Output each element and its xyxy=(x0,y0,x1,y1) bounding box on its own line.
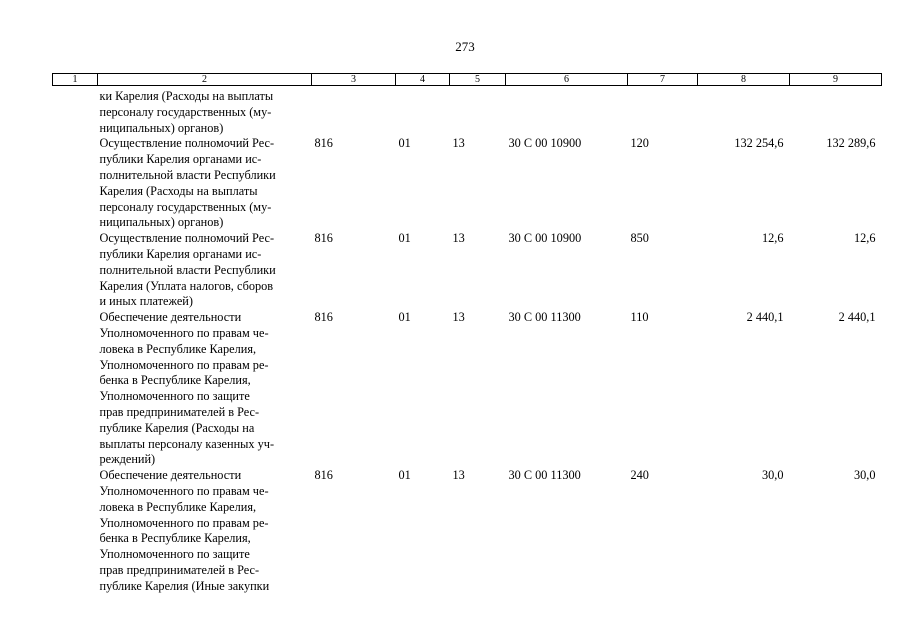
description-line: Обеспечение деятельности xyxy=(99,310,242,325)
description-line: Уполномоченного по правам ре- xyxy=(99,515,269,530)
description-line: Осуществление полномочий Рес- xyxy=(99,231,275,246)
description-line: публике Карелия (Иные закупки xyxy=(99,578,270,593)
cell-amount-year-1 xyxy=(698,86,790,137)
cell-subsection: 13 xyxy=(452,468,465,483)
cell-amount-year-2: 30,0 xyxy=(853,468,876,483)
cell-subsection xyxy=(450,86,506,137)
description-line: Карелия (Уплата налогов, сборов xyxy=(99,278,274,293)
description-line: публики Карелия органами ис- xyxy=(99,246,262,261)
cell-expense-type: 110 xyxy=(630,310,649,325)
column-header: 9 xyxy=(790,74,882,86)
cell-target-article: 30 С 00 11300 xyxy=(508,310,581,325)
cell-target-article: 30 С 00 10900 xyxy=(508,136,582,151)
cell-target-article: 30 С 00 11300 xyxy=(508,468,581,483)
description-line: ловека в Республике Карелия, xyxy=(99,341,257,356)
description-line: ловека в Республике Карелия, xyxy=(99,499,257,514)
cell-ministry-code: 816 xyxy=(314,310,333,325)
description-line: ниципальных) органов) xyxy=(99,215,224,230)
description-line: Уполномоченного по защите xyxy=(99,547,250,562)
description-line: и иных платежей) xyxy=(99,294,193,309)
cell-description xyxy=(98,310,312,468)
cell-section: 01 xyxy=(398,468,411,483)
cell-empty xyxy=(53,231,98,310)
cell-amount-year-1: 30,0 xyxy=(761,468,784,483)
column-header: 8 xyxy=(698,74,790,86)
cell-subsection: 13 xyxy=(452,231,465,246)
description-line: Уполномоченного по защите xyxy=(99,389,250,404)
description-line: полнительной власти Республики xyxy=(99,167,276,182)
cell-target-article xyxy=(506,86,628,137)
column-header: 1 xyxy=(53,74,98,86)
description-line: Уполномоченного по правам че- xyxy=(99,325,269,340)
column-header: 5 xyxy=(450,74,506,86)
column-header: 2 xyxy=(98,74,312,86)
cell-empty xyxy=(53,310,98,468)
column-header: 3 xyxy=(312,74,396,86)
description-line: персоналу государственных (му- xyxy=(99,199,272,214)
description-line: персоналу государственных (му- xyxy=(99,104,272,119)
cell-description xyxy=(98,231,312,310)
cell-target-article: 30 С 00 10900 xyxy=(508,231,582,246)
cell-expense-type: 850 xyxy=(630,231,649,246)
description-line: Уполномоченного по правам ре- xyxy=(99,357,269,372)
table-row xyxy=(53,136,882,231)
description-line: ки Карелия (Расходы на выплаты xyxy=(99,89,274,103)
cell-amount-year-2 xyxy=(790,86,882,137)
description-line: публике Карелия (Расходы на xyxy=(99,420,255,435)
cell-amount-year-1: 2 440,1 xyxy=(746,310,784,325)
cell-empty xyxy=(53,86,98,137)
column-number-header-row xyxy=(53,74,882,86)
description-line: публики Карелия органами ис- xyxy=(99,152,262,167)
cell-amount-year-1: 132 254,6 xyxy=(734,136,784,151)
cell-subsection: 13 xyxy=(452,310,465,325)
description-line: Обеспечение деятельности xyxy=(99,468,242,483)
column-header: 7 xyxy=(628,74,698,86)
description-line: полнительной власти Республики xyxy=(99,262,276,277)
description-line: прав предпринимателей в Рес- xyxy=(99,404,260,419)
cell-amount-year-2: 12,6 xyxy=(853,231,876,246)
cell-amount-year-2: 132 289,6 xyxy=(826,136,876,151)
description-line: Карелия (Расходы на выплаты xyxy=(99,183,258,198)
cell-description xyxy=(98,468,312,594)
description-line: прав предпринимателей в Рес- xyxy=(99,562,260,577)
cell-section: 01 xyxy=(398,310,411,325)
description-line: выплаты персоналу казенных уч- xyxy=(99,436,275,451)
cell-section: 01 xyxy=(398,231,411,246)
cell-description xyxy=(98,136,312,231)
cell-subsection: 13 xyxy=(452,136,465,151)
description-line: бенка в Республике Карелия, xyxy=(99,531,251,546)
description-line: бенка в Республике Карелия, xyxy=(99,373,251,388)
description-line: Уполномоченного по правам че- xyxy=(99,483,269,498)
table-row xyxy=(53,468,882,594)
cell-empty xyxy=(53,136,98,231)
page-number: 273 xyxy=(455,39,475,54)
cell-amount-year-1: 12,6 xyxy=(761,231,784,246)
cell-expense-type xyxy=(628,86,698,137)
cell-description xyxy=(98,86,312,137)
column-header: 4 xyxy=(396,74,450,86)
cell-section xyxy=(396,86,450,137)
cell-ministry-code: 816 xyxy=(314,231,333,246)
cell-ministry-code: 816 xyxy=(314,468,333,483)
table-row xyxy=(53,231,882,310)
column-header: 6 xyxy=(506,74,628,86)
cell-expense-type: 240 xyxy=(630,468,649,483)
cell-expense-type: 120 xyxy=(630,136,649,151)
cell-ministry-code xyxy=(312,86,396,137)
budget-table xyxy=(52,73,882,595)
table-row xyxy=(53,310,882,468)
cell-ministry-code: 816 xyxy=(314,136,333,151)
cell-amount-year-2: 2 440,1 xyxy=(838,310,876,325)
table-row xyxy=(53,86,882,137)
table-body xyxy=(53,86,882,595)
description-line: реждений) xyxy=(99,452,156,467)
description-line: ниципальных) органов) xyxy=(99,120,224,135)
cell-empty xyxy=(53,468,98,594)
description-line: Осуществление полномочий Рес- xyxy=(99,136,275,151)
cell-section: 01 xyxy=(398,136,411,151)
